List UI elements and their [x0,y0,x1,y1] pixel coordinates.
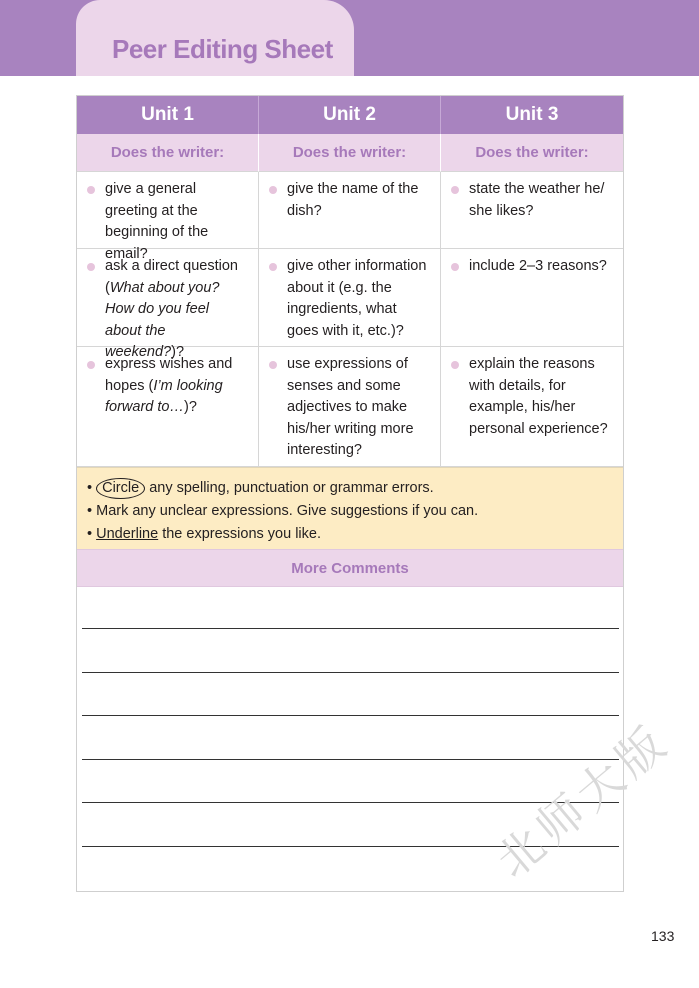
question-cell [441,347,623,467]
watermark: 北师大版 [485,713,680,889]
bullet: • [87,503,93,519]
question-text: )? [171,344,185,360]
unit-1-header: Unit 1 [77,96,259,134]
tip-mark-text: Mark any unclear expressions. Give suggestions if you can. [96,503,479,519]
question-cell [259,249,441,347]
tip-underline-text: the expressions you like. [158,526,321,542]
question-text: include 2–3 reasons? [469,258,607,274]
bullet-dot-icon [87,361,95,369]
question-text: ask a direct question ( [105,258,238,296]
bullet-dot-icon [451,186,459,194]
bullet-dot-icon [269,361,277,369]
question-text: state the weather he/ she likes? [469,181,605,219]
subheader-unit-2: Does the writer: [259,134,441,172]
bullet-dot-icon [87,186,95,194]
comment-line[interactable] [82,715,619,716]
question-cell [77,249,259,360]
page-number: 133 [651,928,675,944]
question-text: express wishes and hopes ( [105,356,233,394]
bullet-dot-icon [451,361,459,369]
comment-line[interactable] [82,759,619,760]
question-cell [441,172,623,249]
question-text: give a general greeting at the beginning of the email? [105,181,209,262]
question-text: give the name of the dish? [287,181,419,219]
bullet-dot-icon [87,263,95,271]
questions-grid [77,96,623,467]
circle-word: Circle [96,478,145,499]
question-text: explain the reasons with details, for example, his/her personal experience? [469,356,608,437]
bullet-dot-icon [269,263,277,271]
question-example: I’m looking forward to… [105,377,223,415]
tip-mark [87,500,623,523]
question-text: give other information about it (e.g. the ingredients, what goes with it, etc.)? [287,258,427,339]
comment-line[interactable] [82,672,619,673]
tip-underline [87,523,623,546]
question-cell [441,249,623,347]
underline-word: Underline [96,526,159,542]
comment-line[interactable] [82,628,619,629]
tip-circle-text: any spelling, punctuation or grammar errors. [145,480,434,496]
question-example: What about you? How do you feel about the weekend? [105,279,220,360]
subheader-unit-1: Does the writer: [77,134,259,172]
unit-3-header: Unit 3 [441,96,623,134]
bullet-dot-icon [269,186,277,194]
question-cell [259,172,441,249]
peer-editing-table [76,95,624,892]
more-comments-heading: More Comments [77,549,623,587]
bullet: • [87,526,93,542]
subheader-unit-3: Does the writer: [441,134,623,172]
page-title: Peer Editing Sheet [112,34,333,64]
question-text: )? [183,399,197,415]
unit-2-header: Unit 2 [259,96,441,134]
question-cell [77,172,259,262]
question-cell [259,347,441,467]
instructions-box [77,467,623,549]
question-cell [77,347,259,467]
question-text: use expressions of senses and some adjectives to make his/her writing more interesting? [287,356,414,458]
bullet-dot-icon [451,263,459,271]
tip-circle [87,477,623,500]
bullet: • [87,480,93,496]
